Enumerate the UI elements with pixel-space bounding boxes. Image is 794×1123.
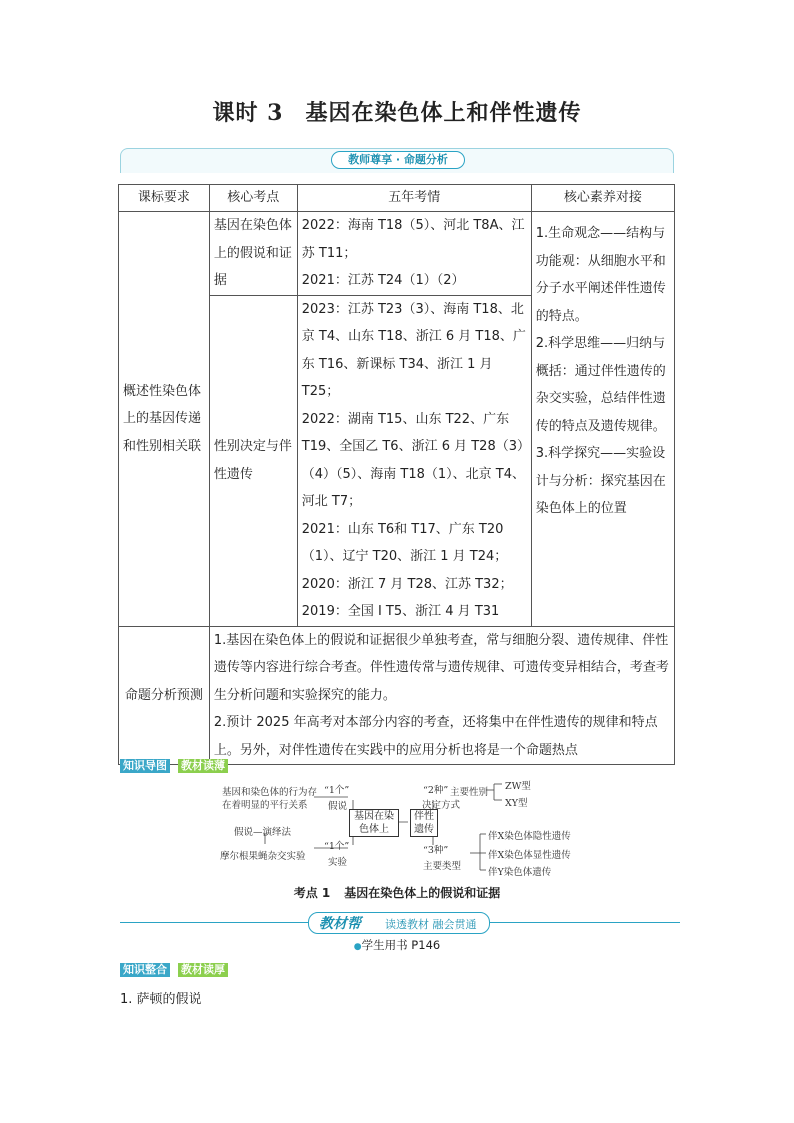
diagram-text: “3种” xyxy=(423,845,449,856)
textbook-thin-tag: 教材读薄 xyxy=(178,759,228,773)
jiaocai-badge xyxy=(308,912,490,934)
table-row xyxy=(119,212,675,296)
diagram-text: XY型 xyxy=(505,798,528,809)
section-heading: 1. 萨顿的假说 xyxy=(120,992,202,1007)
jiaocai-small: 读透教材 融会贯通 xyxy=(385,918,477,931)
diagram-text: “2种” xyxy=(423,785,449,796)
textbook-thick-tag: 教材读厚 xyxy=(178,963,228,977)
col-header: 课标要求 xyxy=(119,185,210,212)
divider xyxy=(120,922,308,923)
diagram-text: 主要类型 xyxy=(423,861,462,872)
exam-line: 2022：海南 T18（5）、河北 T8A、江苏 T11； xyxy=(301,218,525,261)
topic1-exams-cell xyxy=(297,212,531,296)
col-header: 五年考情 xyxy=(297,185,531,212)
diagram-text: 摩尔根果蝇杂交实验 xyxy=(220,851,306,862)
table-header-row xyxy=(119,185,675,212)
student-book-ref xyxy=(0,937,794,953)
diagram-text: 基因和染色体的行为存 xyxy=(222,787,318,798)
bullet-icon: ● xyxy=(353,942,362,952)
diagram-center-box: 伴性遗传 xyxy=(410,809,438,837)
knowledge-map-tag: 知识导图 xyxy=(120,759,170,773)
jiaocai-banner xyxy=(120,912,680,934)
ref-text: 学生用书 P146 xyxy=(361,938,441,952)
topic1-cell: 基因在染色体上的假说和证据 xyxy=(209,212,297,296)
page-title xyxy=(0,96,794,127)
col-header: 核心素养对接 xyxy=(531,185,674,212)
prediction-item: 2.预计 2025 年高考对本部分内容的考查，还将集中在伴性遗传的规律和特点上。另外，对伴性遗传在实践中的应用分析也将是一个命题热点 xyxy=(213,715,658,758)
exam-analysis-table xyxy=(118,184,675,765)
diagram-center-box: 基因在染色体上 xyxy=(349,809,399,837)
topic2-cell: 性别决定与伴性遗传 xyxy=(209,295,297,626)
teacher-banner xyxy=(120,148,674,173)
topic2-exams-cell xyxy=(297,295,531,626)
exam-line: 2020：浙江 7 月 T28、江苏 T32； xyxy=(301,576,513,592)
banner-label: 教师尊享 · 命题分析 xyxy=(331,151,465,169)
kaodian-label: 考点 1 xyxy=(293,886,331,900)
prediction-label: 命题分析预测 xyxy=(119,626,210,765)
diagram-text: 伴X染色体显性遗传 xyxy=(488,850,571,861)
literacy-item: 2.科学思维——归纳与概括：通过伴性遗传的杂交实验，总结伴性遗传的特点及遗传规律。 xyxy=(535,336,666,434)
col-header: 核心考点 xyxy=(209,185,297,212)
exam-line: 2023：江苏 T23（3）、海南 T18、北京 T4、山东 T18、浙江 6 月 T18、广东 T16、新课标 T34、浙江 1 月 T25； xyxy=(301,301,526,399)
exam-line: 2021：江苏 T24（1）（2） xyxy=(301,273,465,288)
prediction-item: 1.基因在染色体上的假说和证据很少单独考查，常与细胞分裂、遗传规律、伴性遗传等内容进行综合考查。伴性遗传常与遗传规律、可遗传变异相结合，考查考生分析问题和实验探究的能力。 xyxy=(213,632,669,703)
diagram-text: 伴Y染色体遗传 xyxy=(488,867,552,878)
diagram-text: 伴X染色体隐性遗传 xyxy=(488,831,571,842)
exam-line: 2022：湖南 T15、山东 T22、广东 T19、全国乙 T6、浙江 6 月 T28（3）（4）（5）、海南 T18（1）、北京 T4、河北 T7； xyxy=(301,411,526,509)
diagram-text: “1个” xyxy=(324,785,350,796)
literacy-item: 1.生命观念——结构与功能观：从细胞水平和分子水平阐述伴性遗传的特点。 xyxy=(535,226,666,324)
kaodian-title: 基因在染色体上的假说和证据 xyxy=(344,886,501,900)
literacy-item: 3.科学探究——实验设计与分析：探究基因在染色体上的位置 xyxy=(535,446,666,516)
diagram-text: “1个” xyxy=(324,841,350,852)
exam-line: 2021：山东 T6和 T17、广东 T20（1）、辽宁 T20、浙江 1 月 T24； xyxy=(301,521,508,564)
knowledge-map-diagram xyxy=(218,778,578,876)
diagram-text: 假说 xyxy=(328,801,348,812)
diagram-text: 实验 xyxy=(328,857,348,868)
prediction-cell xyxy=(209,626,674,765)
jiaocai-big: 教材帮 xyxy=(319,916,361,932)
lesson-number: 课时 3 xyxy=(212,100,284,126)
diagram-text: 主要性别 xyxy=(450,787,489,798)
diagram-text: ZW型 xyxy=(505,781,531,792)
table-row xyxy=(119,626,675,765)
exam-line: 2019：全国 I T5、浙江 4 月 T31 xyxy=(301,604,500,619)
divider xyxy=(490,922,680,923)
lesson-title: 基因在染色体上和伴性遗传 xyxy=(305,100,582,126)
requirement-cell: 概述性染色体上的基因传递和性别相关联 xyxy=(119,212,210,627)
kaodian-heading xyxy=(0,884,794,901)
diagram-text: 决定方式 xyxy=(422,800,461,811)
diagram-text: 在着明显的平行关系 xyxy=(222,800,308,811)
knowledge-integration-tag: 知识整合 xyxy=(120,963,170,977)
literacy-cell xyxy=(531,212,674,627)
diagram-text: 假说—演绎法 xyxy=(234,827,292,838)
